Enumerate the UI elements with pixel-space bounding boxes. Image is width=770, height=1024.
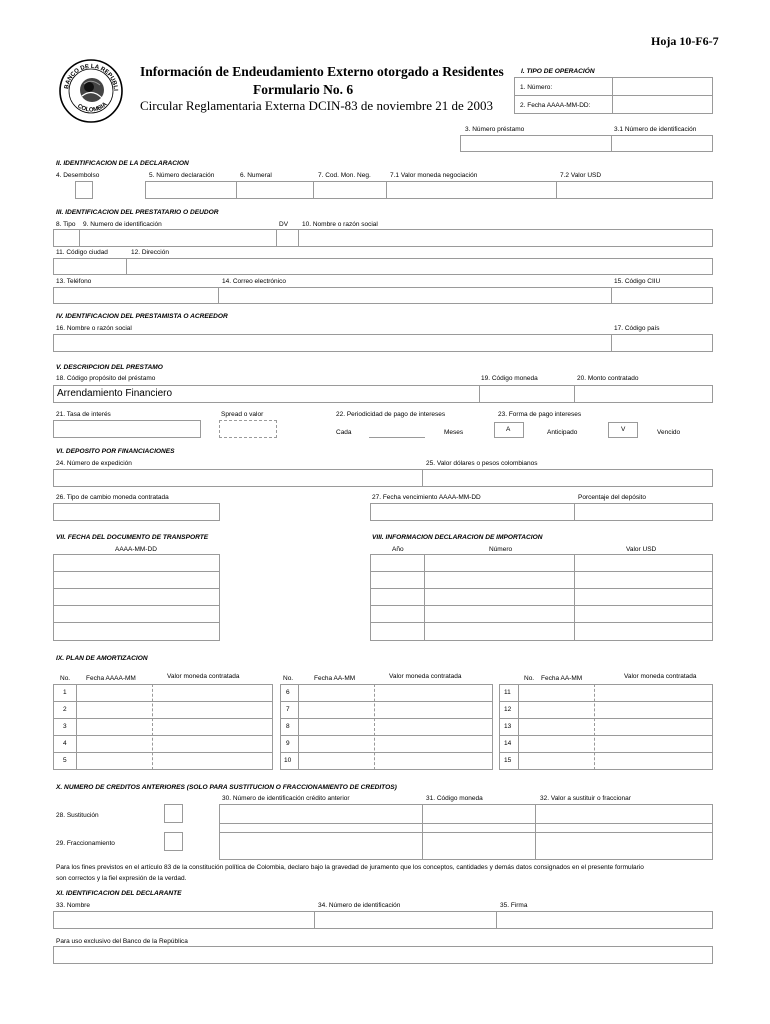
seal-top-text: BANCO DE LA REPUBLI [64,63,119,91]
deposito-field[interactable] [53,469,713,487]
row-num: 7 [286,706,290,713]
section-11-title: XI. IDENTIFICACION DEL DECLARANTE [56,890,182,897]
contacto-field[interactable] [53,287,713,304]
valor-header: Valor moneda contratada [624,673,697,680]
prestamo-label: 3. Número préstamo [465,126,525,133]
v-label: V [621,426,626,433]
row-num: 8 [286,723,290,730]
row-num: 3 [63,723,67,730]
prestatario-id-field[interactable] [53,229,713,247]
proposito-label: 18. Código propósito del préstamo [56,375,156,382]
monto-label: 20. Monto contratado [577,375,639,382]
a-label: A [506,426,511,433]
anticipado-label: Anticipado [547,429,578,436]
anio-label: Año [392,546,404,553]
amortizacion-table-3[interactable] [499,684,713,770]
declaration-text-2: son correctos y la fiel expresión de la verdad. [56,875,187,882]
prestamista-nombre-label: 16. Nombre o razón social [56,325,132,332]
fecha-fmt-label: AAAA-MM-DD [115,546,157,553]
page-title: Información de Endeudamiento Externo otorgado a Residentes [140,64,504,79]
row-num: 5 [63,757,67,764]
fecha-venc-label: 27. Fecha vencimiento AAAA-MM-DD [372,494,481,501]
fecha-header: Fecha AAAA-MM [86,675,136,682]
dv-label: DV [279,221,289,228]
section-10-title: X. NUMERO DE CREDITOS ANTERIORES (SOLO PARA SUSTITUCION O FRACCIONAMIENTO DE CREDITOS) [56,784,397,791]
row-num: 2 [63,706,67,713]
bank-seal-logo [58,58,124,124]
row-num: 4 [63,740,67,747]
row-num: 13 [504,723,512,730]
section-6-title: VI. DEPOSITO POR FINANCIACIONES [56,448,175,455]
section-2-title: II. IDENTIFICACION DE LA DECLARACION [56,160,189,167]
form-number: Formulario No. 6 [253,82,354,97]
valor-usd-header: Valor USD [626,546,657,553]
cada-label: Cada [336,429,352,436]
numero-label: 1. Número: [520,84,553,91]
vencido-label: Vencido [657,429,681,436]
num-declaracion-label: 5. Número declaración [149,172,215,179]
num-ident-label: 9. Numero de identificación [83,221,162,228]
declaration-text: Para los fines previstos en el artículo 83 de la constitución política de Colombia, declaro bajo la gravedad de juramento que los conceptos, cantidades y demás datos consignados en el presente formulario [56,864,644,871]
periodicidad-label: 22. Periodicidad de pago de intereses [336,411,446,418]
section-4-title: IV. IDENTIFICACION DEL PRESTAMISTA O ACREEDOR [56,313,228,320]
desembolso-label: 4. Desembolso [56,172,100,179]
row-num: 10 [284,757,292,764]
credito-valor-label: 32. Valor a sustituir o fraccionar [540,795,631,802]
row-num: 1 [63,689,67,696]
no-header: No. [283,675,294,682]
prestamo-field[interactable] [460,135,713,152]
valor-dolares-label: 25. Valor dólares o pesos colombianos [426,460,538,467]
amortizacion-table-2[interactable] [280,684,493,770]
section-5-title: V. DESCRIPCION DEL PRESTAMO [56,364,163,371]
row-num: 15 [504,757,512,764]
fraccionamiento-checkbox[interactable] [164,832,183,851]
numero-field[interactable] [613,78,712,94]
sheet-number: Hoja 10-F6-7 [651,34,719,48]
declarante-field[interactable] [53,911,713,929]
row-num: 11 [504,689,511,696]
meses-label: Meses [444,429,464,436]
credito-num-ident-label: 30. Número de identificación crédito anterior [222,795,350,802]
importacion-table[interactable] [370,554,713,641]
no-header: No. [60,675,71,682]
declarante-ident-label: 34. Número de identificación [318,902,401,909]
fecha-venc-field[interactable] [370,503,713,521]
section-8-title: VIII. INFORMACION DECLARACION DE IMPORTACION [372,534,543,541]
circular-reference: Circular Reglamentaria Externa DCIN-83 de noviembre 21 de 2003 [140,98,494,113]
section-7-title: VII. FECHA DEL DOCUMENTO DE TRANSPORTE [56,534,209,541]
valor-header: Valor moneda contratada [389,673,462,680]
spread-field[interactable] [219,420,277,438]
fecha-label: 2. Fecha AAAA-MM-DD: [520,102,591,109]
fraccionamiento-label: 29. Fraccionamiento [56,840,115,847]
uso-exclusivo-label: Para uso exclusivo del Banco de la República [56,938,188,945]
identificacion-label: 3.1 Número de identificación [614,126,697,133]
declarante-nombre-label: 33. Nombre [56,902,90,909]
correo-label: 14. Correo electrónico [222,278,286,285]
tasa-label: 21. Tasa de interés [56,411,111,418]
row-num: 6 [286,689,290,696]
row-num: 14 [504,740,512,747]
tipo-cambio-field[interactable] [53,503,220,521]
row-num: 12 [504,706,512,713]
numeral-label: 6. Numeral [240,172,272,179]
tipo-cambio-label: 26. Tipo de cambio moneda contratada [56,494,169,501]
svg-text:COLOMBIA [76,101,109,113]
telefono-label: 13. Teléfono [56,278,92,285]
sustitucion-checkbox[interactable] [164,804,183,823]
cada-field[interactable] [369,437,425,438]
cod-moneda-label: 19. Código moneda [481,375,538,382]
no-header: No. [524,675,535,682]
valor-moneda-label: 7.1 Valor moneda negociación [390,172,478,179]
ciudad-direccion-field[interactable] [53,258,713,275]
ciiu-label: 15. Código CIIU [614,278,661,285]
fecha-header: Fecha AA-MM [541,675,583,682]
forma-pago-label: 23. Forma de pago intereses [498,411,582,418]
num-expedicion-label: 24. Número de expedición [56,460,132,467]
porcentaje-label: Porcentaje del depósito [578,494,646,501]
valor-usd-label: 7.2 Valor USD [560,172,602,179]
desembolso-field[interactable] [75,181,93,199]
fecha-field[interactable] [613,96,712,113]
amortizacion-table-1[interactable] [53,684,273,770]
cod-mon-label: 7. Cod. Mon. Neg. [318,172,371,179]
sustitucion-label: 28. Sustitución [56,812,99,819]
proposito-value[interactable]: Arrendamiento Financiero [57,388,173,399]
valor-header: Valor moneda contratada [167,673,240,680]
prestamista-field[interactable] [53,334,713,352]
numero-header: Número [489,546,513,553]
row-num: 9 [286,740,290,747]
credito-cod-moneda-label: 31. Código moneda [426,795,483,802]
section-1-title: I. TIPO DE OPERACIÓN [521,68,595,75]
firma-label: 35. Firma [500,902,528,909]
section-9-title: IX. PLAN DE AMORTIZACION [56,655,148,662]
direccion-label: 12. Dirección [131,249,169,256]
cod-pais-label: 17. Código país [614,325,660,332]
nombre-label: 10. Nombre o razón social [302,221,378,228]
cod-ciudad-label: 11. Código ciudad [56,249,108,256]
seal-bottom-text: COLOMBIA [76,101,109,114]
transporte-table[interactable] [53,554,220,641]
fecha-header: Fecha AA-MM [314,675,356,682]
tipo-label: 8. Tipo [56,221,76,228]
uso-exclusivo-field[interactable] [53,946,713,964]
declaracion-row-field[interactable] [145,181,713,199]
spread-label: Spread o valor [221,411,264,418]
tasa-field[interactable] [53,420,201,438]
section-3-title: III. IDENTIFICACION DEL PRESTATARIO O DEUDOR [56,209,219,216]
